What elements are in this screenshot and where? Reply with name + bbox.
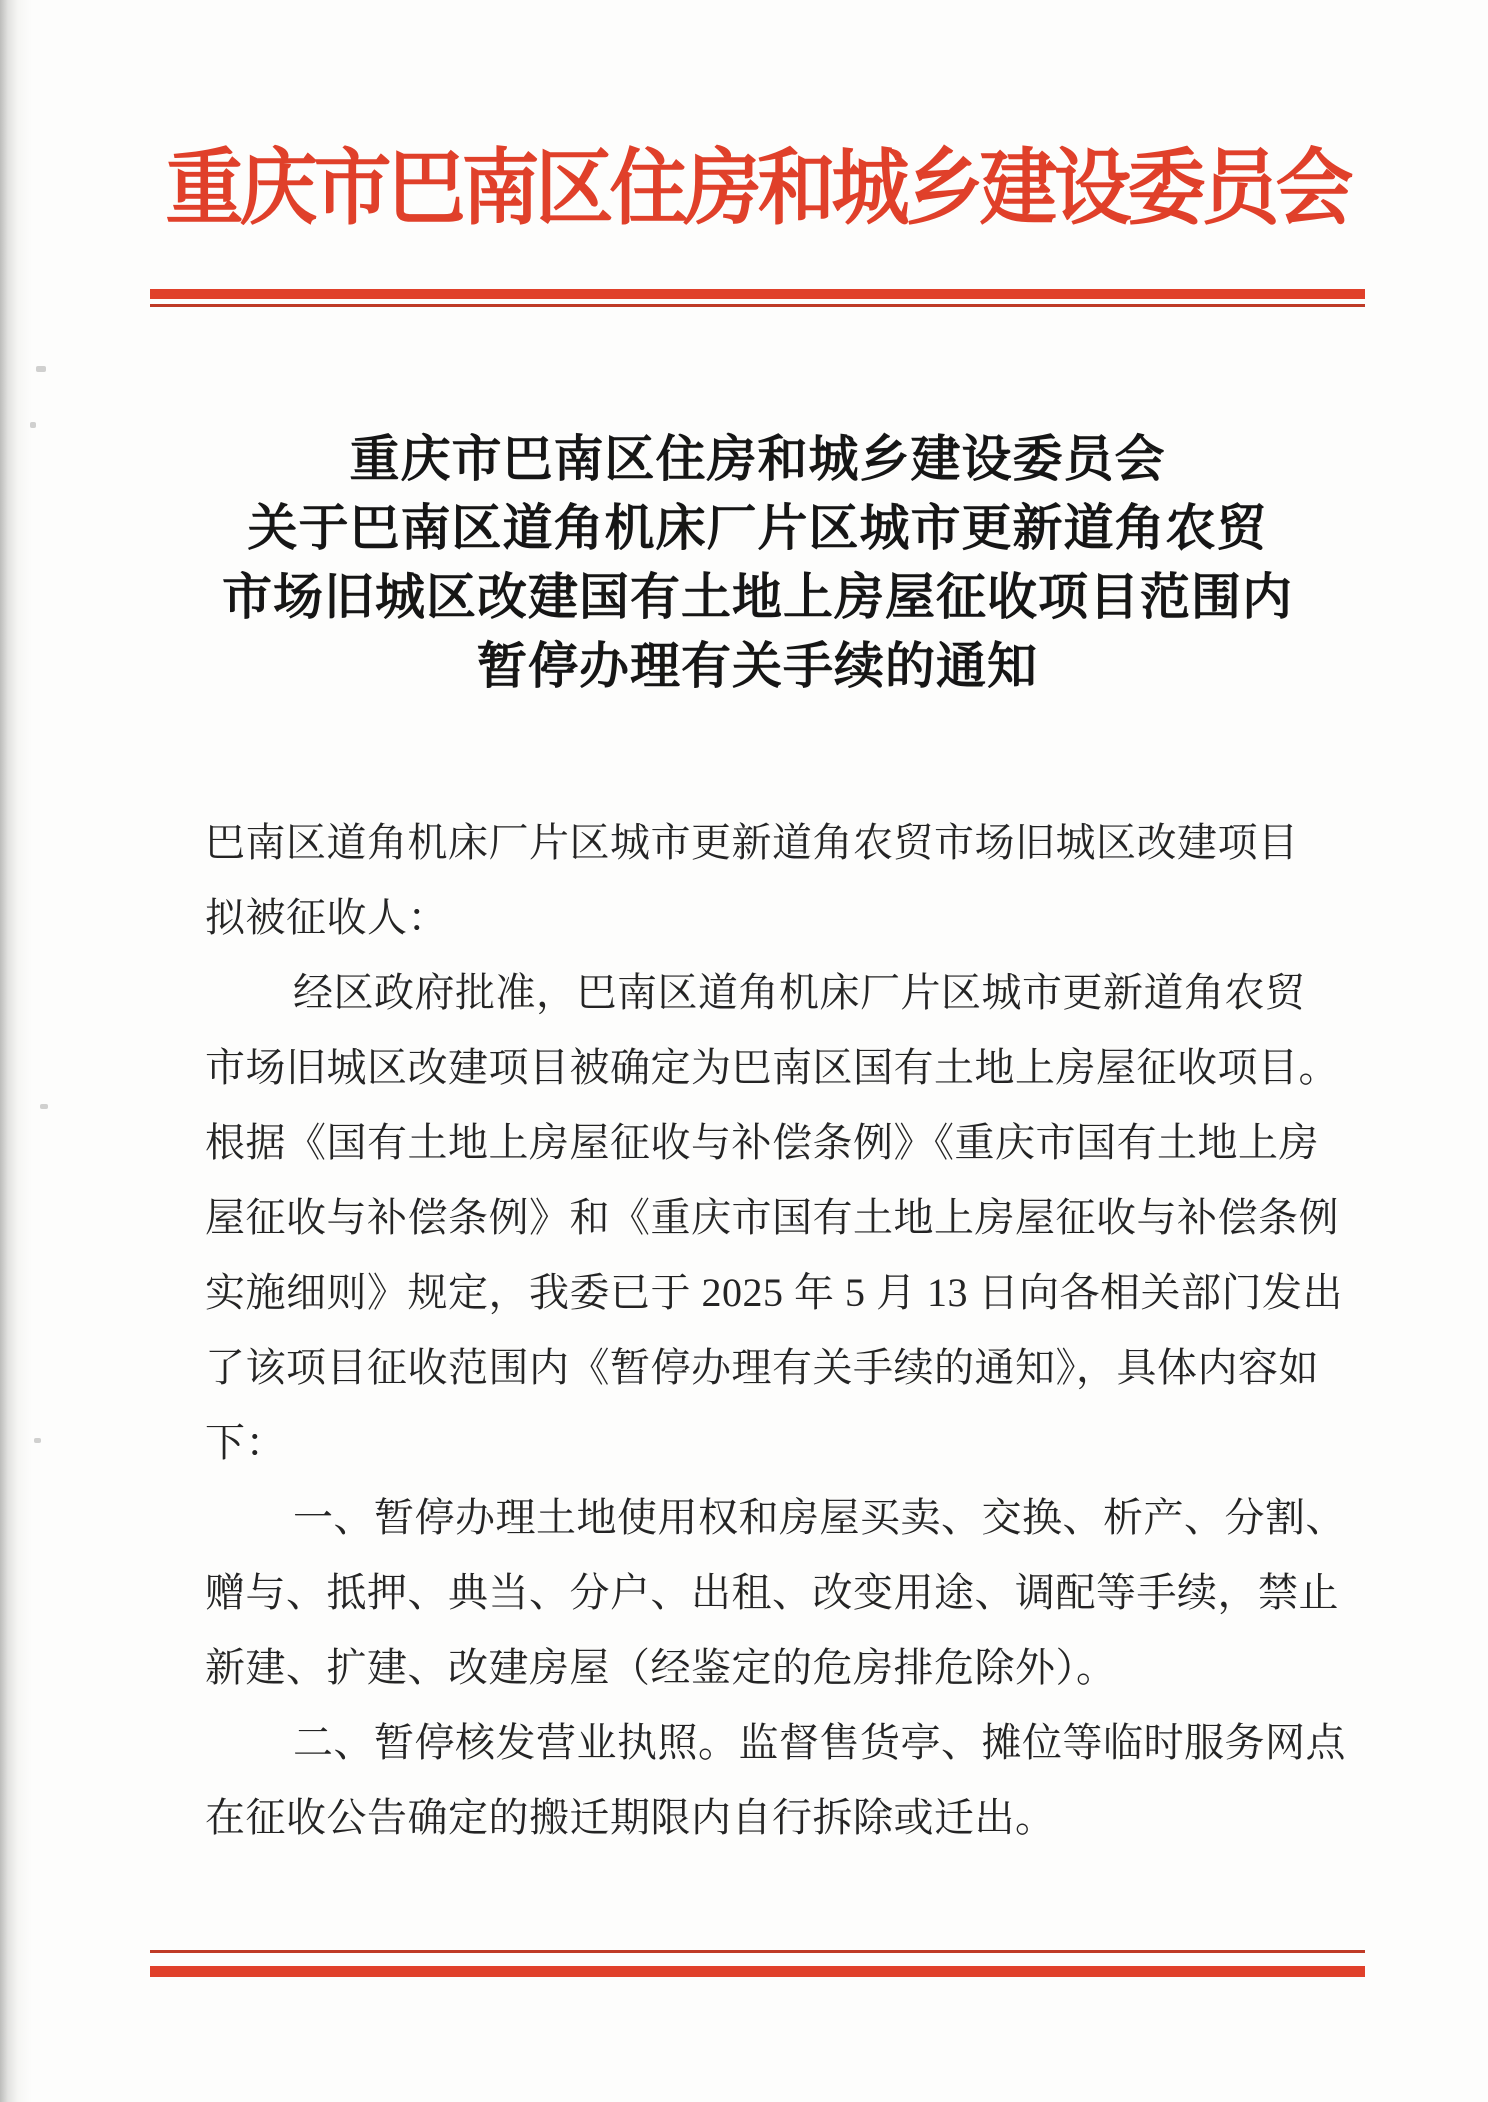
scan-speck: [40, 1104, 48, 1109]
masthead-divider: [150, 289, 1365, 307]
divider-thick-rule: [150, 289, 1365, 299]
body-line: 根据《国有土地上房屋征收与补偿条例》《重庆市国有土地上房: [205, 1120, 1319, 1165]
document-title: [150, 425, 1365, 701]
divider-thin-rule: [150, 1950, 1365, 1953]
scan-speck: [34, 1438, 41, 1443]
body-line: 市场旧城区改建项目被确定为巴南区国有土地上房屋征收项目。: [205, 1045, 1339, 1090]
body-line: 巴南区道角机床厂片区城市更新道角农贸市场旧城区改建项目: [205, 820, 1299, 865]
title-line: 重庆市巴南区住房和城乡建设委员会: [349, 431, 1166, 487]
body-line: 下：: [205, 1420, 286, 1465]
body-line: 了该项目征收范围内《暂停办理有关手续的通知》，具体内容如: [205, 1345, 1319, 1390]
scan-speck: [36, 366, 46, 372]
body-line: 拟被征收人：: [205, 895, 448, 940]
footer-divider: [150, 1950, 1365, 1977]
divider-thin-rule: [150, 304, 1365, 307]
title-line: 市场旧城区改建国有土地上房屋征收项目范围内: [222, 569, 1293, 625]
body-line: 赠与、抵押、典当、分户、出租、改变用途、调配等手续，禁止: [205, 1570, 1339, 1615]
scan-speck: [30, 422, 36, 428]
body-line: 新建、扩建、改建房屋（经鉴定的危房排危除外）。: [205, 1645, 1117, 1690]
body-line: 实施细则》规定，我委已于 2025 年 5 月 13 日向各相关部门发出: [205, 1270, 1343, 1315]
title-line: 暂停办理有关手续的通知: [477, 638, 1038, 694]
agency-masthead: 重庆市巴南区住房和城乡建设委员会: [165, 142, 1350, 235]
body-line: 二、暂停核发营业执照。监督售货亭、摊位等临时服务网点: [293, 1720, 1346, 1765]
body-line: 在征收公告确定的搬迁期限内自行拆除或迁出。: [205, 1795, 1056, 1840]
body-line: 屋征收与补偿条例》和《重庆市国有土地上房屋征收与补偿条例: [205, 1195, 1339, 1240]
document-body: [150, 805, 1365, 1855]
document-content: [150, 0, 1365, 1977]
body-line: 经区政府批准，巴南区道角机床厂片区城市更新道角农贸: [293, 970, 1306, 1015]
body-line: 一、暂停办理土地使用权和房屋买卖、交换、析产、分割、: [293, 1495, 1346, 1540]
title-line: 关于巴南区道角机床厂片区城市更新道角农贸: [247, 500, 1268, 556]
divider-thick-rule: [150, 1966, 1365, 1977]
